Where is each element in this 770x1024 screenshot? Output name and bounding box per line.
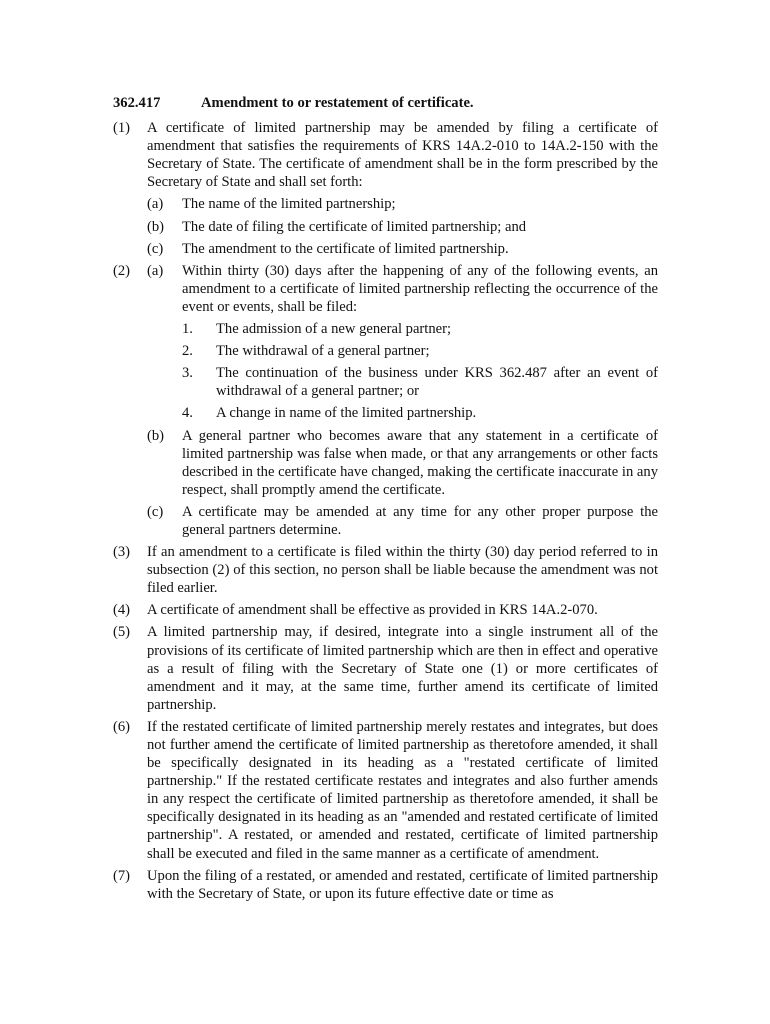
paragraph-text: Within thirty (30) days after the happening of any of the following events, an amendment to a certificate of limited partnership reflecting the occurrence of the event or events, shall be filed: xyxy=(182,262,658,315)
subsection-text: Upon the filing of a restated, or amended and restated, certificate of limited partnership with the Secretary of State, or upon its future effective date or time as xyxy=(147,867,658,902)
subsection-label: (3) xyxy=(113,544,131,561)
item-2a-3 xyxy=(113,364,658,400)
subsection-label: (6) xyxy=(113,718,131,735)
item-label: 1. xyxy=(182,321,193,338)
item-text: The continuation of the business under KRS 362.487 after an event of withdrawal of a general partner; or xyxy=(216,365,658,400)
paragraph-label: (a) xyxy=(147,262,164,279)
subsection-6 xyxy=(113,718,658,863)
item-2a-2 xyxy=(113,342,658,360)
subsection-label: (5) xyxy=(113,624,131,641)
subsection-7 xyxy=(113,867,658,903)
item-label: 2. xyxy=(182,343,193,360)
item-text: The withdrawal of a general partner; xyxy=(216,343,430,360)
section-number: 362.417 xyxy=(113,95,161,111)
subsection-3 xyxy=(113,543,658,597)
section-title: Amendment to or restatement of certificate. xyxy=(201,95,474,111)
subsection-2a xyxy=(113,262,658,316)
subsection-label: (2) xyxy=(113,262,131,279)
subsection-5 xyxy=(113,623,658,713)
item-text: A change in name of the limited partnership. xyxy=(216,405,477,422)
paragraph-label: (b) xyxy=(147,427,165,444)
paragraph-text: The date of filing the certificate of limited partnership; and xyxy=(182,218,527,235)
paragraph-text: The name of the limited partnership; xyxy=(182,196,396,213)
paragraph-text: A certificate may be amended at any time for any other proper purpose the general partners determine. xyxy=(182,503,658,538)
paragraph-label: (c) xyxy=(147,240,164,257)
subsection-text: A certificate of limited partnership may be amended by filing a certificate of amendment that satisfies the requirements of KRS 14A.2-010 to 14A.2-150 with the Secretary of State. The certificate of amendment shall be in the form prescribed by the Secretary of State and shall set forth: xyxy=(147,120,658,191)
item-label: 4. xyxy=(182,405,193,422)
item-label: 3. xyxy=(182,365,193,382)
paragraph-label: (a) xyxy=(147,196,164,213)
subsection-text: If an amendment to a certificate is filed within the thirty (30) day period referred to in subsection (2) of this section, no person shall be liable because the amendment was not filed earlier. xyxy=(147,544,658,597)
statute-content xyxy=(113,94,658,907)
subsection-label: (1) xyxy=(113,120,131,137)
paragraph-2c xyxy=(113,503,658,539)
subsection-text: If the restated certificate of limited partnership merely restates and integrates, but does not further amend the certificate of limited partnership as theretofore amended, it shall be specifically designated in its heading as a "restated certificate of limited partnership." If the restated certificate restates and integrates and also further amends in any respect the certificate of limited partnership as theretofore amended, it shall be specifically designated in its heading as an "amended and restated certificate of limited partnership". A restated, or amended and restated, certificate of limited partnership shall be executed and filed in the same manner as a certificate of amendment. xyxy=(147,718,658,862)
paragraph-text: A general partner who becomes aware that any statement in a certificate of limited partnership was false when made, or that any arrangements or other facts described in the certificate have changed, making the certificate inaccurate in any respect, shall promptly amend the certificate. xyxy=(182,427,658,498)
paragraph-2b xyxy=(113,427,658,499)
section-heading xyxy=(113,94,658,112)
item-2a-4 xyxy=(113,404,658,422)
subsection-label: (7) xyxy=(113,867,131,884)
paragraph-1c xyxy=(113,240,658,258)
paragraph-label: (b) xyxy=(147,218,165,235)
subsection-text: A limited partnership may, if desired, integrate into a single instrument all of the provisions of its certificate of limited partnership which are then in effect and operative as a result of filing with the Secretary of State one (1) or more certificates of amendment and it may, at the same time, further amend its certificate of limited partnership. xyxy=(147,624,658,713)
paragraph-1b xyxy=(113,218,658,236)
subsection-4 xyxy=(113,601,658,619)
paragraph-label: (c) xyxy=(147,503,164,520)
paragraph-1a xyxy=(113,195,658,213)
item-text: The admission of a new general partner; xyxy=(216,321,452,338)
subsection-1 xyxy=(113,119,658,191)
item-2a-1 xyxy=(113,320,658,338)
subsection-label: (4) xyxy=(113,602,131,619)
paragraph-text: The amendment to the certificate of limited partnership. xyxy=(182,240,509,257)
subsection-text: A certificate of amendment shall be effective as provided in KRS 14A.2-070. xyxy=(147,602,598,619)
